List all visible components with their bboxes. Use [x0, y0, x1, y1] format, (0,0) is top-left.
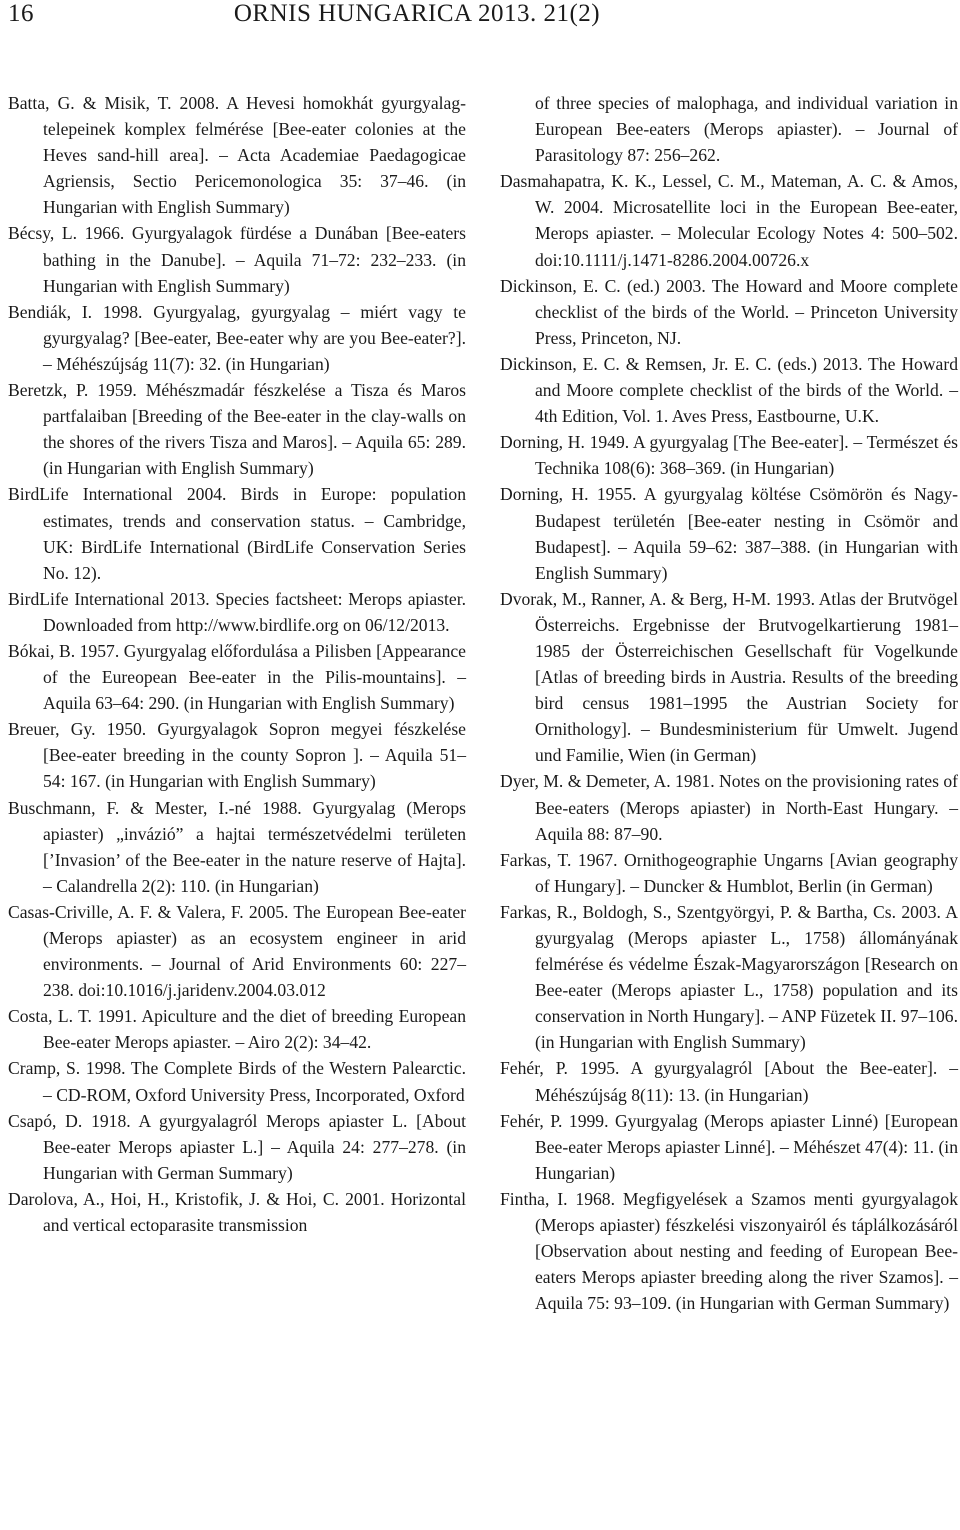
reference-entry: Darolova, A., Hoi, H., Kristofik, J. & Hoi, C. 2001. Horizontal and vertical ectoparasite transmission [8, 1188, 466, 1236]
reference-entry: Batta, G. & Misik, T. 2008. A Hevesi homokhát gyurgyalag-telepeinek komplex felmérése [Bee-eater colonies at the Heves sand-hill area]. – Acta Academiae Paedagogicae Agriensis, Sectio Pericemonologica 35: 37–46. (in Hungarian with English Summary) [8, 93, 466, 218]
reference-entry: Fintha, I. 1968. Megfigyelések a Szamos menti gyurgyalagok (Merops apiaster) fészkelési viszonyairól és táplálkozásáról [Observation about nesting and feeding of European Bee-eaters Merops apiaster breeding along the river Szamos]. – Aquila 75: 93–109. (in Hungarian with German Summary) [500, 1188, 958, 1314]
references-left-column [8, 90, 466, 1238]
references-right-column [500, 90, 958, 1316]
reference-entry: Cramp, S. 1998. The Complete Birds of the Western Palearctic. – CD-ROM, Oxford University Press, Incorporated, Oxford [8, 1058, 466, 1105]
reference-entry: BirdLife International 2013. Species factsheet: Merops apiaster. Downloaded from http://www.birdlife.org on 06/12/2013. [8, 588, 466, 635]
reference-entry: Bendiák, I. 1998. Gyurgyalag, gyurgyalag – miért vagy te gyurgyalag? [Bee-eater, Bee-eater why are you Bee-eater?]. – Méhészújság 11(7): 32. (in Hungarian) [8, 301, 466, 374]
reference-entry: Dasmahapatra, K. K., Lessel, C. M., Mateman, A. C. & Amos, W. 2004. Microsatellite loci in the European Bee-eater, Merops apiaster. – Molecular Ecology Notes 4: 500–502. doi:10.1111/j.1471-8286.2004.00726.x [500, 171, 958, 270]
reference-entry: Bécsy, L. 1966. Gyurgyalagok fürdése a Dunában [Bee-eaters bathing in the Danube]. – Aquila 71–72: 232–233. (in Hungarian with English Summary) [8, 223, 466, 296]
reference-entry: Fehér, P. 1999. Gyurgyalag (Merops apiaster Linné) [European Bee-eater Merops apiaster Linné]. – Méhészet 47(4): 11. (in Hungarian) [500, 1110, 958, 1183]
reference-entry: Costa, L. T. 1991. Apiculture and the diet of breeding European Bee-eater Merops apiaster. – Airo 2(2): 34–42. [8, 1006, 466, 1053]
reference-entry: Dickinson, E. C. (ed.) 2003. The Howard and Moore complete checklist of the birds of the World. – Princeton University Press, Princeton, NJ. [500, 275, 958, 348]
reference-entry: Dyer, M. & Demeter, A. 1981. Notes on the provisioning rates of Bee-eaters (Merops apiaster) in North-East Hungary. – Aquila 88: 87–90. [500, 771, 958, 844]
page-number: 16 [8, 0, 34, 27]
journal-title: ORNIS HUNGARICA 2013. 21(2) [233, 0, 601, 27]
reference-entry: Dvorak, M., Ranner, A. & Berg, H-M. 1993. Atlas der Brutvögel Österreichs. Ergebnisse der Brutvogelkartierung 1981–1985 der Österreichischen Gesellschaft für Vogelkunde [Atlas of breeding birds in Austria. Results of the breeding bird census 1981–1995 the Austrian Society for Ornithology]. – Bundesministerium für Umwelt. Jugend und Familie, Wien (in German) [500, 588, 958, 766]
reference-entry: Dorning, H. 1955. A gyurgyalag költése Csömörön és Nagy-Budapest területén [Bee-eater nesting in Csömör and Budapest]. – Aquila 59–62: 387–388. (in Hungarian with English Summary) [500, 484, 958, 583]
reference-entry: Casas-Criville, A. F. & Valera, F. 2005. The European Bee-eater (Merops apiaster) as an ecosystem engineer in arid environments. – Journal of Arid Environments 60: 227–238. doi:10.1016/j.jaridenv.2004.03.012 [8, 901, 466, 1001]
reference-entry: Dickinson, E. C. & Remsen, Jr. E. C. (eds.) 2013. The Howard and Moore complete checklist of the birds of the World. – 4th Edition, Vol. 1. Aves Press, Eastbourne, U.K. [500, 353, 958, 427]
reference-continuation: of three species of malophaga, and individual variation in European Bee-eaters (Merops apiaster). – Journal of Parasitology 87: 256–262. [535, 93, 958, 166]
reference-entry: Dorning, H. 1949. A gyurgyalag [The Bee-eater]. – Természet és Technika 108(6): 368–369. (in Hungarian) [500, 432, 958, 479]
reference-entry: Fehér, P. 1995. A gyurgyalagról [About the Bee-eater]. – Méhészújság 8(11): 13. (in Hungarian) [500, 1058, 958, 1105]
reference-entry: Farkas, R., Boldogh, S., Szentgyörgyi, P. & Bartha, Cs. 2003. A gyurgyalag (Merops apiaster L., 1758) állományának felmérése és védelme Észak-Magyarországon [Research on Bee-eater (Merops apiaster L., 1758) population and its conservation in North Hungary]. – ANP Füzetek II. 97–106. (in Hungarian with English Summary) [500, 901, 958, 1053]
reference-entry: Bókai, B. 1957. Gyurgyalag előfordulása a Pilisben [Appearance of the Eureopean Bee-eater in the Pilis-mountains]. – Aquila 63–64: 290. (in Hungarian with English Summary) [8, 640, 466, 714]
reference-entry: BirdLife International 2004. Birds in Europe: population estimates, trends and conservation status. – Cambridge, UK: BirdLife International (BirdLife Conservation Series No. 12). [8, 484, 466, 583]
reference-entry: Csapó, D. 1918. A gyurgyalagról Merops apiaster L. [About Bee-eater Merops apiaster L.] – Aquila 24: 277–278. (in Hungarian with German Summary) [8, 1110, 466, 1183]
running-header [8, 0, 952, 40]
reference-entry: Beretzk, P. 1959. Méhészmadár fészkelése a Tisza és Maros partfalaiban [Breeding of the Bee-eater in the clay-walls on the shores of the rivers Tisza and Maros]. – Aquila 65: 289. (in Hungarian with English Summary) [8, 380, 466, 479]
reference-entry: Buschmann, F. & Mester, I.-né 1988. Gyurgyalag (Merops apiaster) „invázió” a hajtai természetvédelmi területen [’Invasion’ of the Bee-eater in the nature reserve of Hajta]. – Calandrella 2(2): 110. (in Hungarian) [8, 797, 466, 896]
reference-entry: Farkas, T. 1967. Ornithogeographie Ungarns [Avian geography of Hungary]. – Duncker & Humblot, Berlin (in German) [500, 849, 958, 896]
reference-entry: Breuer, Gy. 1950. Gyurgyalagok Sopron megyei fészkelése [Bee-eater breeding in the county Sopron ]. – Aquila 51–54: 167. (in Hungarian with English Summary) [8, 719, 466, 792]
